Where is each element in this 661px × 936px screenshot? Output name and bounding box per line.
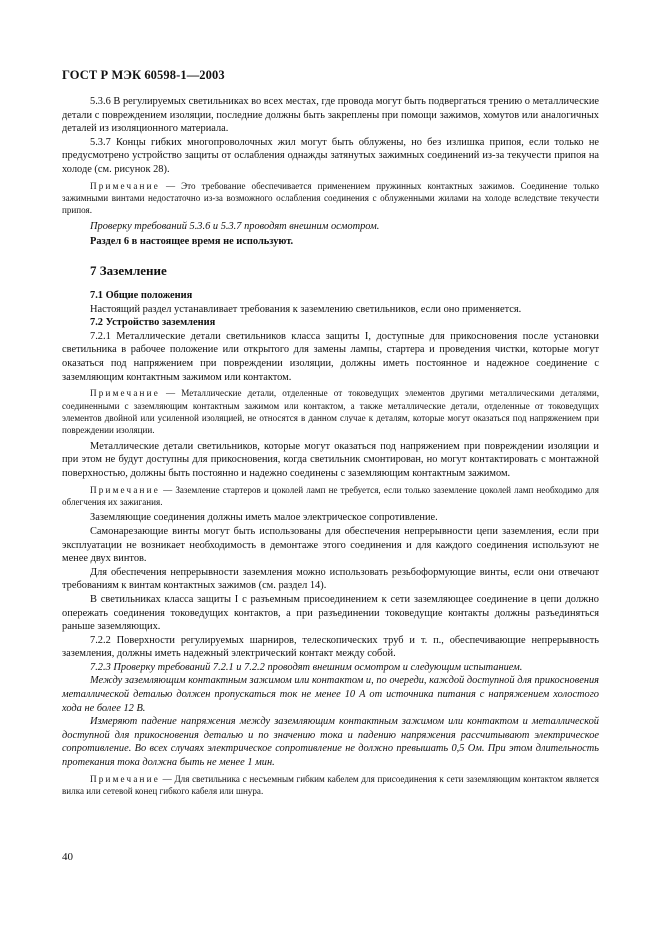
subsection-7-2-title: 7.2 Устройство заземления [90, 317, 216, 329]
paragraph-7-2-3: 7.2.3 Проверку требований 7.2.1 и 7.2.2 проводят внешним осмотром и следующим испытанием. [90, 661, 523, 673]
note-label: Примечание [90, 388, 160, 399]
section-6-notice: Раздел 6 в настоящее время не используют. [90, 236, 294, 248]
section-7-title: 7 Заземление [90, 262, 167, 278]
document-code-header: ГОСТ Р МЭК 60598-1—2003 [62, 68, 225, 82]
paragraph-test-measurement: Измеряют падение напряжения между заземляющим контактным зажимом или контактом и металлической доступной для прикосновения деталью и по значению тока и падению напряжения рассчитывают электрическое сопротивление. Во всех случаях электрическое сопротивление не должно превышать 0,5 Ом. При этом длительность протекания тока должна быть не менее 1 мин. [62, 716, 599, 769]
paragraph-7-2-1: 7.2.1 Металлические детали светильников класса защиты I, доступные для прикосновения после установки светильника в рабочее положение или открытого для замены лампы, стартера и проведения чистки, которые могут оказаться под напряжением при повреждении изоляции, должны иметь постоянное и надежное соединение с заземляющим контактным зажимом или контактом. [62, 330, 599, 383]
paragraph-7-1: Настоящий раздел устанавливает требования к заземлению светильников, если оно применяется. [90, 303, 522, 315]
note-text: — Металлические детали, отделенные от токоведущих элементов другими металлическими деталями, соединенными с заземляющим контактным зажимом или контактом, а также металлические детали, отделенные от токоведущих элементов двойной или усиленной изоляцией, не относятся в данном случае к деталям, которые могут оказаться под напряжением при повреждении изоляции. [62, 388, 599, 436]
paragraph-self-tapping-screws: Самонарезающие винты могут быть использованы для обеспечения непрерывности цепи заземления, если при эксплуатации не возникает необходимость в демонтаже этого соединения и для каждого соединения используют не менее двух винтов. [62, 525, 599, 565]
paragraph-thread-forming-screws: Для обеспечения непрерывности заземления можно использовать резьбоформующие винты, если они отвечают требованиям к винтам контактных зажимов (см. раздел 14). [62, 566, 599, 592]
paragraph-7-2-2: 7.2.2 Поверхности регулируемых шарниров, телескопических труб и т. п., обеспечивающие непрерывность заземления, должны иметь надежный электрический контакт между собой. [62, 634, 599, 660]
page-number: 40 [62, 851, 73, 863]
paragraph-low-resistance: Заземляющие соединения должны иметь малое электрическое сопротивление. [90, 512, 438, 524]
note-text: — Заземление стартеров и цоколей ламп не требуется, если только заземление цоколей ламп необходимо для облегчения их зажигания. [62, 484, 599, 507]
paragraph-metal-parts: Металлические детали светильников, которые могут оказаться под напряжением при повреждении изоляции и при этом не будут доступны для прикосновения, когда светильник смонтирован, но могут контактировать с монтажной поверхностью, должны быть постоянно и надежно соединены с заземляющим контактным зажимом. [62, 440, 599, 479]
paragraph-test-current: Между заземляющим контактным зажимом или контактом и, по очереди, каждой доступной для прикосновения металлической деталью должен пропускаться ток не менее 10 А от источника питания с напряжением холостого хода не более 12 В. [62, 675, 599, 714]
note-label: Примечание [90, 180, 160, 191]
note-2 [62, 387, 599, 437]
subsection-7-1-title: 7.1 Общие положения [90, 289, 193, 301]
paragraph-class-1-connection: В светильниках класса защиты I с разъемным присоединением к сети заземляющее соединение в цепи должно опережать соединения токоведущих контактов, а при разъединении токоведущие контакты должны разъединяться раньше заземляющих. [62, 593, 599, 633]
note-label: Примечание [90, 484, 160, 495]
note-text: — Это требование обеспечивается применением пружинных контактных зажимов. Соединение только зажимными винтами недостаточно из-за возможного ослабления соединения с облуженными жилами на холоде вследствие текучести припоя. [62, 180, 599, 216]
document-body [62, 95, 599, 800]
check-statement-5-3: Проверку требований 5.3.6 и 5.3.7 проводят внешним осмотром. [90, 220, 380, 232]
note-text: — Для светильника с несъемным гибким кабелем для присоединения к сети заземляющим контактом является вилка или сетевой конец гибкого кабеля или шнура. [62, 773, 599, 797]
note-label: Примечание [90, 773, 160, 784]
note-1 [62, 180, 599, 217]
note-3 [62, 484, 599, 509]
paragraph-5-3-7: 5.3.7 Концы гибких многопроволочных жил могут быть облужены, но без излишка припоя, если только не предусмотрено устройство защиты от ослабления однажды затянутых зажимных соединений из-за текучести припоя на холоде (см. рисунок 28). [62, 136, 599, 175]
note-4 [62, 773, 599, 798]
paragraph-5-3-6: 5.3.6 В регулируемых светильниках во всех местах, где провода могут быть подвергаться трению о металлические детали с повреждением изоляции, последние должны быть закреплены при помощи зажимов, хомутов или аналогичных деталей из изоляционного материала. [62, 96, 599, 135]
